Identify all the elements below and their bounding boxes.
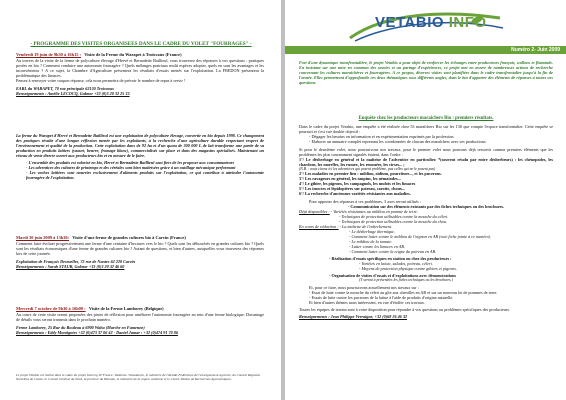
- masthead: [285, 0, 566, 56]
- sheet-item: - Le désherbage thermique.: [349, 229, 396, 235]
- axis-item: - Organisation de visites d'essais et d'exploitations avec démonstrations: [329, 273, 457, 279]
- funding-footnote: Le projet Vetabio est réalisé dans le cadre du projet Interreg IV France- Wallonie- Vlaanderen, le ministère de l'ADAR, Fédération de l'enseignement agricole, du Conseil Régional Nord-Pas de Calais, le Conseil Général du Nord, la province du Hainaut, le ministère de la région wallonne et le Centre Wallon de Recherches Agronomiques.: [16, 373, 261, 381]
- problem-item: 6°/ La recherche d'anciennes variétés résistantes aux maladies.: [299, 191, 411, 197]
- farm-description: La ferme du Warapet d'Hervé et Bernadette Baillieul est une exploitation de polyculture élevage, convertie en bio depuis 1998. Ce changement des pratiques résulte d'une longue réflexion menée par les exploitants, à la recherche d'une agriculture durable respectant respect de l'environnement et qualité de la production. Cette exploitation dans de 92 ha et d'un quota de 300 000 L de lait transforme une partie de sa production en produits laitiers (yaourt, beurre, fromage blanc), commercialisés sur place et dans des magasins spécialisés. Maintenant un réseau de vente directe ouvert aux producteurs bio et en mesure de le faire.: [16, 133, 264, 158]
- work-item: - Essai de lutte contre la mouche du céleri au gîte aux chenilles en AB et sur un nouveau lot de pommes de terre.: [309, 289, 498, 295]
- visit-contact: Renseignements : Eddy Montignies +32 (0)473 37 06 42 - Daniel Jamar : +32 (0)474 91 70 86: [16, 330, 178, 336]
- trial-item: - Moyens de protection physique contre gibiers et pigeons.: [359, 266, 457, 272]
- survey-item: - Elaborer un annuaire complet reprenant les coordonnées de chacun des maraîchers avec ses productions.: [309, 139, 487, 144]
- visit-address: Ferme Lamborey, 25 Rue du Bouleau à 6900 Waha (Marche en Famenne): [16, 325, 145, 331]
- visit-heading: Vendredi 19 juin de 9h30 à 16h15 : Visite de la Ferme du Warapet à Troisvaux (France): [16, 52, 182, 57]
- farm-point: - Les vaches laitières sont nourries exclusivement d'aliments produits sur l'exploitation, ce qui contribue à atteindre l'autonomie fourragère de l'exploitation.: [26, 170, 264, 180]
- survey-paragraph: Si pour le deuxième volet, nous poursuivons nos travaux, pour le premier volet nous pouvons déjà ressortir comme premiers éléments que les problèmes les plus couramment signalés étaient, dans l'ordre :: [299, 147, 553, 157]
- sheet-item: - Techniques de protection utilisables contre la mouche du céleri.: [339, 214, 449, 220]
- sheet-item: - Variétés résistantes au mildiou en pomme de terre.: [330, 209, 418, 215]
- sheet-item: - Techniques de protection utilisables contre la mouche du chou.: [339, 219, 447, 225]
- visit-contact: Renseignements : Amélie LECOCQ, Gabnor +33 (0)3 20 32 25 33: [16, 91, 130, 97]
- sheet-item: - Le mildiou de la tomate.: [349, 239, 393, 245]
- sheet-item: - Lutter contre les limaces en AB.: [349, 244, 405, 250]
- problem-item: 3°/ Les ravageurs en général, les taupins, les nématodes...: [299, 176, 401, 182]
- survey-paragraph: Et bien d'autres thèmes nous intéressent, en vue d'étoffer ces travaux.: [309, 299, 425, 305]
- survey-paragraph: Pour apporter des réponses à ces problèmes, 3 axes seront utilisés :: [309, 199, 422, 205]
- visit-warapet: [16, 52, 264, 96]
- problem-note: (N.B. : nous citons ici les adventices qui posent problème, pas celles qui ne le posent pas): [299, 167, 436, 171]
- available-label: Déjà disponibles :: [299, 209, 330, 215]
- survey-contact: Renseignements : Jean Philippe Verraigne, +32 (0)68 26 46 32: [299, 313, 408, 319]
- trial-item: - Variétés en laitue, salades, poireau, céleri.: [359, 261, 433, 267]
- axis-note: (Y seront à présentées les fiches techniques ou les brochures.): [359, 278, 453, 283]
- survey-section: [299, 116, 553, 319]
- left-page: [0, 0, 281, 400]
- sheet-item: - Comment lutter contre la teigne du poireau en AB.: [349, 249, 437, 255]
- sheet-item: - Comment lutter contre le mildiou de l'oignon en AB (voie fiche jointe à ce numéro).: [349, 234, 492, 240]
- warapet-description: [16, 133, 264, 180]
- visit-note: Pensez à renvoyer votre coupon réponse, cela nous permettra de prévoir le nombre de repas à servir !: [16, 78, 186, 84]
- programme-title: - PROGRAMME DES VISITES ORGANISEES DANS LE CADRE DU VOLET "FOURRAGES" -: [30, 41, 252, 47]
- survey-paragraph: Toutes les équipes de terrain sont à votre disposition pour répondre à vos questions ou problèmes spécifiques des producteurs.: [299, 306, 511, 312]
- visit-address: EARL du WARAPET, 70 rue principale 62130 Troisvaux: [16, 86, 115, 92]
- visit-body: Au travers de la visite de la ferme de polyculture élevage d'Hervé et Bernadette Baillieul, vous trouverez des réponses à vos questions : pratiques posées en bio ? Comment conduire une autonomie fourragère ? Quels mélanges prairiaux multi espèces adopter, quels en sont les avantages et les inconvénients ? A ce sujet, la Chambre d'Agriculture présentera les résultats d'essais menés sur l'exploitation. La FREDON présentera la problématique des limaces.: [16, 58, 264, 79]
- work-item: - Essais de lutte contre les pucerons de la laitue à l'aide de produits d'origine naturelle.: [309, 294, 454, 300]
- survey-title: Enquête chez les producteurs maraîchers Bio : premiers résultats.: [358, 116, 494, 121]
- right-page: [285, 0, 566, 400]
- visit-carvin: [16, 235, 264, 269]
- axis-item: - Communication sur des éléments existants par des fiches techniques ou des brochures.: [347, 204, 505, 210]
- sheet-item: - La maîtrise de l'enherbement.: [339, 224, 393, 230]
- visit-lamborey: [16, 306, 264, 335]
- survey-item: - Dégager les besoins en information et en expérimentation exprimés par la profession.: [309, 134, 455, 139]
- visit-contact: Renseignements : Sarah STAUB, Gabnor +33 (0)3 20 32 46 60: [16, 264, 125, 270]
- in-progress-label: En cours de rédaction :: [299, 224, 339, 230]
- vetabio-logo: VETABIO INFO: [375, 14, 487, 31]
- issue-number: Numéro 2- Juin 2009: [511, 47, 560, 53]
- axis-item: - Réalisation d'essais spécifiques en station ou chez des producteurs :: [329, 256, 452, 262]
- problem-item: 2°/ Les maladies en premier lieu : mildiou, oïdium, pourriture..., et les pucerons.: [299, 171, 442, 177]
- problem-item: 5°/ Les insectes et lépidoptères sur poireau, carotte, choux...: [299, 186, 406, 192]
- visit-address: Exploitation de François Desruelles, 72 rue de Nantes 62 220 Carvin: [16, 259, 136, 265]
- visit-body: Au cours de cette visite seront proposées des pistes de réflexion pour améliorer l'autonomie fourragère au sein d'une ferme biologique. Davantage de détails vous seront transmis dans le prochain numéro.: [16, 312, 264, 323]
- survey-paragraph: Et, pour ce faire, nous poursuivons actuellement nos travaux sur :: [309, 284, 419, 290]
- visit-heading: Mercredi 7 octobre de 9h30 à 16h00 : Visite de la Ferme Lamborey (Belgique): [16, 306, 164, 311]
- visit-body: Comment faire évoluer progressivement une ferme d'une centaine d'hectares vers le bio ? Quels sont les débouchés en grandes cultures bio ? Quels sont les résultats économiques d'une ferme de grandes cultures bio ? Autant de questions, et bien d'autres, auxquelles vous trouverez des réponses lors de cette journée.: [16, 241, 264, 257]
- intro-block: [299, 60, 553, 85]
- intro-text: Fort d'une dynamique transfrontalière, le projet Vetabio a pour objet de renforcer les échanges entre producteurs français, wallons et flamands. En insistant sur une mise en commun des savoirs et un partage d'expériences, ce projet met en œuvre de nombreuses actions de recherche concernant les cultures maraîchères et fourragères. A ce propos, diverses visites sont planifiées dans le cadre transfrontalier jusqu'à la fin de l'année. Elles permettront d'approfondir ces deux thématiques sous différents angles, dans le but d'apporter des éléments de réponses à toutes vos questions.: [299, 60, 553, 85]
- farm-point: - Les adventices des cultures de printemps et des céréales sont bien maîtrisées grâce à un outillage mécanique performant: [26, 165, 236, 170]
- problem-item: 1°/ Le désherbage en général et la maîtrise de l'adventice en particulier. *(souvent résolu par entre désherbeurs) : les chénopodes, les chardons, les morelles, les rumex, les renouées, les cirses... ;: [299, 157, 553, 167]
- visit-heading: Mardi 30 juin 2009 à 13h30: Visite d'une ferme de grandes cultures bio à Carvin (France): [16, 235, 186, 240]
- farm-point: - L'ensemble des produits est valorisé en bio, Hervé et Bernadette Baillieul sont fiers de les proposer aux consommateurs: [26, 160, 235, 165]
- survey-paragraph: Dans le cadre du projet Vetabio, une enquête a été réalisée chez 53 maraîchers Bio sur les 130 que compte l'espace transfrontalier. Cette enquête se poursuit et s'est vue double objectif :: [299, 124, 553, 134]
- problem-item: 4°/ Le gibier, les pigeons, les campagnols, les mulots et les limaces: [299, 181, 416, 187]
